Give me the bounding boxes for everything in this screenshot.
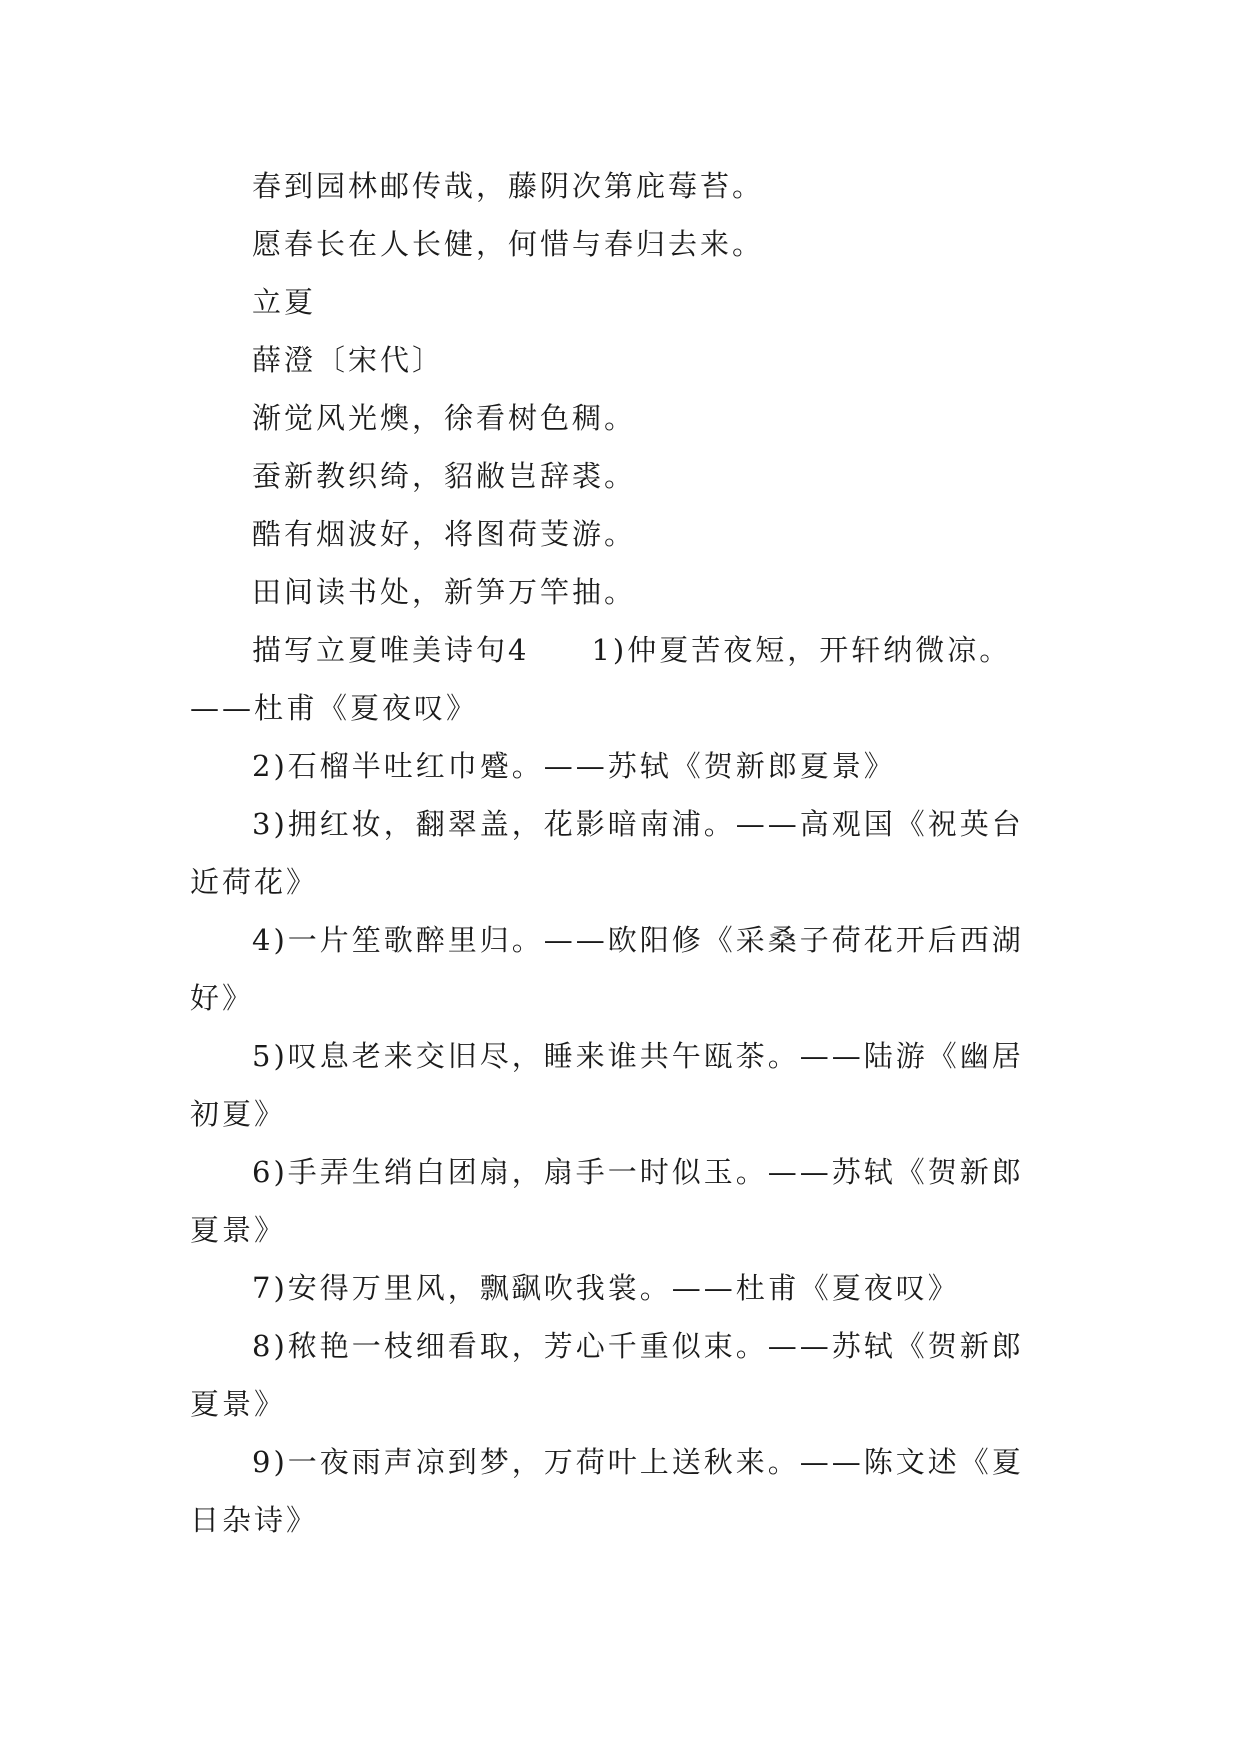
poem-line: 渐觉风光燠，徐看树色稠。 bbox=[252, 401, 637, 435]
section-heading: 描写立夏唯美诗句4 bbox=[252, 633, 530, 667]
poem-line: 酷有烟波好，将图荷芰游。 bbox=[252, 517, 637, 551]
section-heading-paragraph bbox=[190, 621, 1052, 737]
verse-item: 5)叹息老来交旧尽，睡来谁共午瓯茶。——陆游《幽居初夏》 bbox=[190, 1039, 1024, 1131]
verse-item: 1)仲夏苦夜短，开轩纳微凉。——杜甫《夏夜叹》 bbox=[190, 633, 1012, 725]
poem-line: 田间读书处，新笋万竿抽。 bbox=[252, 575, 637, 609]
verse-item: 4)一片笙歌醉里归。——欧阳修《采桑子荷花开后西湖好》 bbox=[190, 923, 1024, 1015]
document-body bbox=[190, 157, 1052, 1549]
poem-title: 立夏 bbox=[252, 285, 317, 319]
verse-item: 3)拥红妆，翻翠盖，花影暗南浦。——高观国《祝英台近荷花》 bbox=[190, 807, 1024, 899]
poem-line: 蚕新教织绮，貂敝岂辞裘。 bbox=[252, 459, 637, 493]
verse-item: 7)安得万里风，飘飖吹我裳。——杜甫《夏夜叹》 bbox=[252, 1271, 960, 1305]
verse-item: 2)石榴半吐红巾蹙。——苏轼《贺新郎夏景》 bbox=[252, 749, 896, 783]
verse-item: 6)手弄生绡白团扇，扇手一时似玉。——苏轼《贺新郎夏景》 bbox=[190, 1155, 1024, 1247]
poem-author: 薛澄〔宋代〕 bbox=[252, 343, 445, 377]
verse-item: 8)秾艳一枝细看取，芳心千重似束。——苏轼《贺新郎夏景》 bbox=[190, 1329, 1024, 1421]
verse-item: 9)一夜雨声凉到梦，万荷叶上送秋来。——陈文述《夏日杂诗》 bbox=[190, 1445, 1024, 1537]
poem-line: 愿春长在人长健，何惜与春归去来。 bbox=[252, 227, 765, 261]
poem-line: 春到园林邮传哉，藤阴次第庇莓苔。 bbox=[252, 169, 765, 203]
